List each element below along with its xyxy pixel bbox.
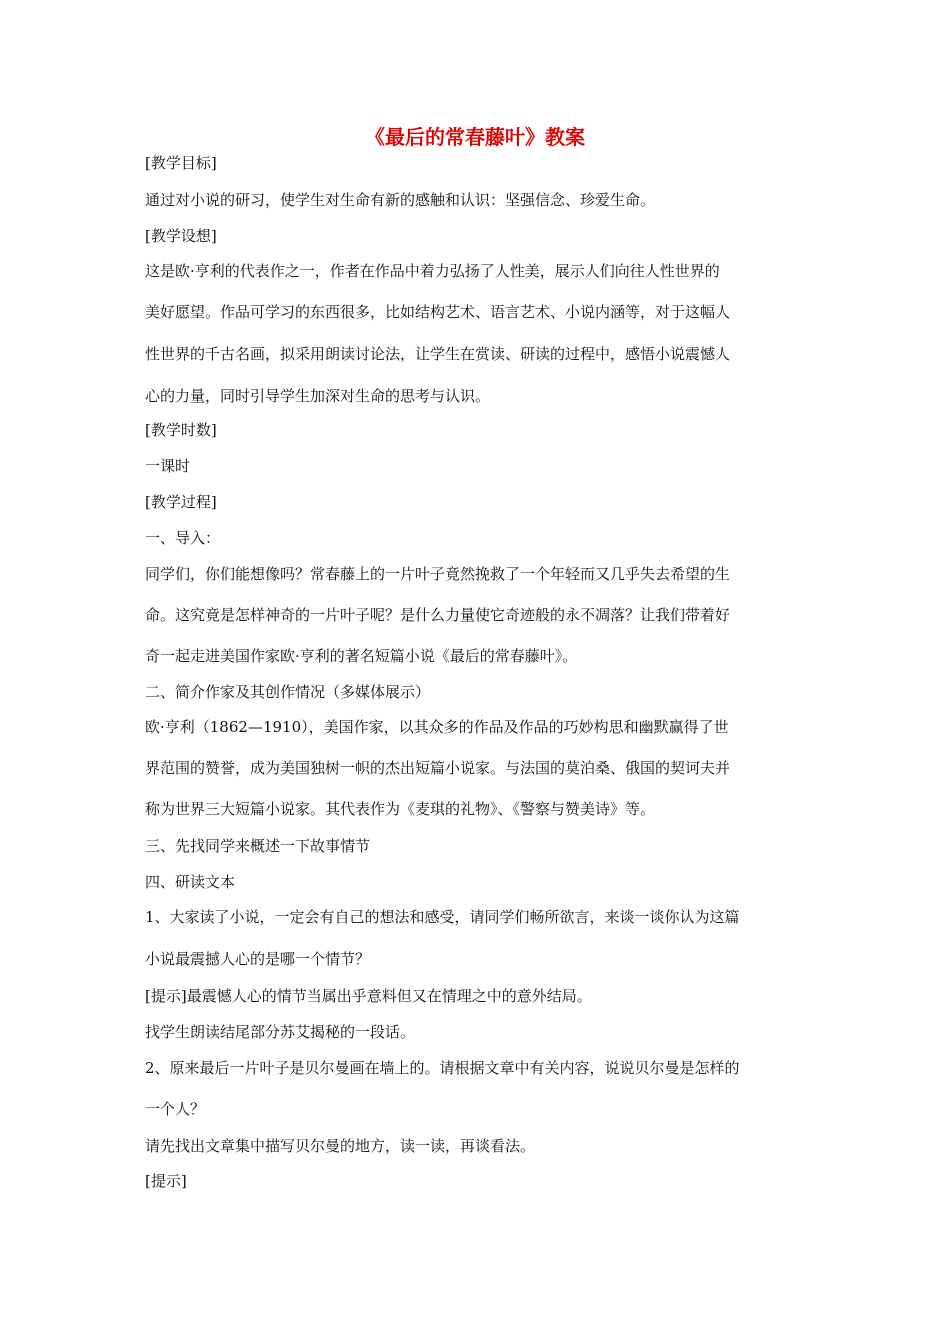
paragraph-intro xyxy=(145,564,810,666)
paragraph-line: 二、简介作家及其创作情况（多媒体展示） xyxy=(145,683,431,701)
section-author-heading xyxy=(145,682,810,702)
paragraph-line: 同学们，你们能想像吗？常春藤上的一片叶子竟然挽救了一个年轻而又几乎失去希望的生 xyxy=(145,565,731,583)
section-plot-heading xyxy=(145,836,810,856)
paragraph-line: 通过对小说的研习，使学生对生命有新的感触和认识：坚强信念、珍爱生命。 xyxy=(145,191,656,209)
paragraph-line: 1、大家读了小说，一定会有自己的想法和感受，请同学们畅所欲言，来谈一谈你认为这篇 xyxy=(145,908,740,926)
heading-teaching-goal xyxy=(145,153,810,173)
heading-teaching-idea xyxy=(145,226,810,246)
paragraph-line: 小说最震撼人心的是哪一个情节？ xyxy=(145,950,371,968)
question-1 xyxy=(145,907,810,969)
paragraph-line: 命。这究竟是怎样神奇的一片叶子呢？是什么力量使它奇迹般的永不凋落？让我们带着好 xyxy=(145,606,731,624)
paragraph-line: 这是欧·亨利的代表作之一，作者在作品中着力弘扬了人性美，展示人们向往人性世界的 xyxy=(145,262,720,280)
paragraph-line: 请先找出文章集中描写贝尔曼的地方，读一读，再谈看法。 xyxy=(145,1137,536,1155)
section-reading-heading xyxy=(145,872,810,892)
instruction-read xyxy=(145,1022,810,1042)
paragraph-hours xyxy=(145,456,810,476)
paragraph-line: 奇一起走进美国作家欧·亨利的著名短篇小说《最后的常春藤叶》。 xyxy=(145,647,578,665)
paragraph-line: 界范围的赞誉，成为美国独树一帜的杰出短篇小说家。与法国的莫泊桑、俄国的契诃夫并 xyxy=(145,759,731,777)
section-intro-heading xyxy=(145,528,810,548)
paragraph-line: 性世界的千古名画，拟采用朗读讨论法，让学生在赏读、研读的过程中，感悟小说震憾人 xyxy=(145,345,731,363)
heading-teaching-hours xyxy=(145,420,810,440)
paragraph-idea xyxy=(145,261,810,406)
paragraph-line: [提示] xyxy=(145,1172,187,1190)
paragraph-line: [教学时数] xyxy=(145,421,217,439)
paragraph-line: [教学目标] xyxy=(145,154,217,172)
paragraph-line: 2、原来最后一片叶子是贝尔曼画在墙上的。请根据文章中有关内容，说说贝尔曼是怎样的 xyxy=(145,1059,740,1077)
paragraph-line: 心的力量，同时引导学生加深对生命的思考与认识。 xyxy=(145,387,491,405)
paragraph-line: 找学生朗读结尾部分苏艾揭秘的一段话。 xyxy=(145,1023,416,1041)
document-title: 《最后的常春藤叶》教案 xyxy=(365,125,585,149)
paragraph-line: [教学过程] xyxy=(145,493,217,511)
question-2 xyxy=(145,1058,810,1119)
paragraph-line: 一个人？ xyxy=(145,1100,206,1118)
paragraph-line: 一、导入： xyxy=(145,529,221,547)
paragraph-line: 三、先找同学来概述一下故事情节 xyxy=(145,837,371,855)
hint-1 xyxy=(145,986,810,1006)
hint-2 xyxy=(145,1171,810,1191)
heading-teaching-process xyxy=(145,492,810,512)
paragraph-line: [提示]最震憾人心的情节当属出乎意料但又在情理之中的意外结局。 xyxy=(145,987,592,1005)
paragraph-line: 美好愿望。作品可学习的东西很多，比如结构艺术、语言艺术、小说内涵等，对于这幅人 xyxy=(145,303,731,321)
instruction-find xyxy=(145,1136,810,1156)
paragraph-line: 欧·亨利（1862—1910），美国作家，以其众多的作品及作品的巧妙构思和幽默赢得了世 xyxy=(145,718,729,736)
paragraph-goal xyxy=(145,190,810,210)
paragraph-line: [教学设想] xyxy=(145,227,217,245)
paragraph-author xyxy=(145,717,810,819)
paragraph-line: 称为世界三大短篇小说家。其代表作为《麦琪的礼物》、《警察与赞美诗》等。 xyxy=(145,800,656,818)
paragraph-line: 一课时 xyxy=(145,457,191,475)
paragraph-line: 四、研读文本 xyxy=(145,873,236,891)
